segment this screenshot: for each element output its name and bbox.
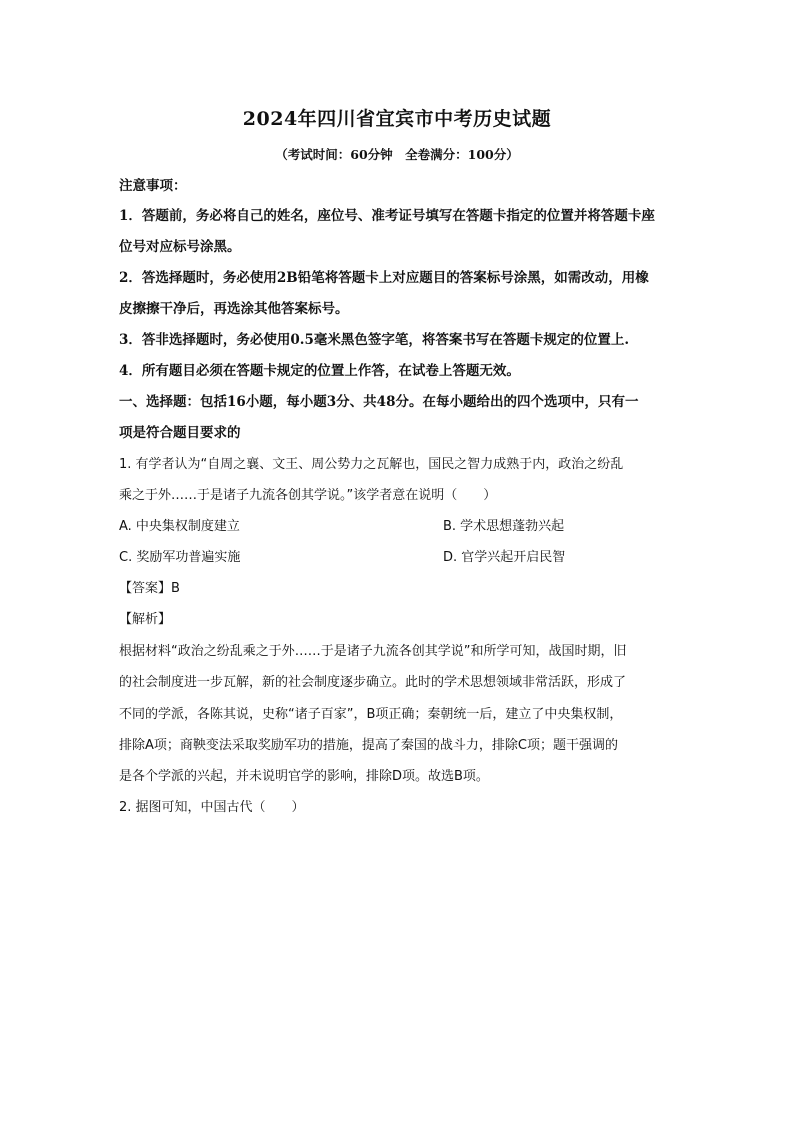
- question-1-option-c: C. 奖励军功普遍实施: [119, 550, 241, 565]
- notice-item-3: 3．答非选择题时，务必使用0.5毫米黑色签字笔，将答案书写在答题卡规定的位置上.: [119, 332, 630, 348]
- question-1-option-d: D. 官学兴起开启民智: [443, 550, 566, 565]
- notice-item-1b: 位号对应标号涂黑。: [119, 239, 241, 255]
- question-1-analysis-line1: 根据材料“政治之纷乱乘之于外……于是诸子九流各创其学说”和所学可知，战国时期，旧: [119, 644, 627, 659]
- question-1-option-b: B. 学术思想蓬勃兴起: [443, 519, 565, 534]
- notice-heading: 注意事项：: [119, 178, 187, 194]
- question-1-analysis-heading: 【解析】: [119, 612, 172, 627]
- question-1-analysis-line5: 是各个学派的兴起，并未说明官学的影响，排除D项。故选B项。: [119, 769, 489, 784]
- exam-info: （考试时间：60分钟 全卷满分：100分）: [275, 147, 519, 162]
- question-1-stem-line2: 乘之于外……于是诸子九流各创其学说。”该学者意在说明（ ）: [119, 488, 497, 503]
- notice-item-1a: 1．答题前，务必将自己的姓名，座位号、准考证号填写在答题卡指定的位置并将答题卡座: [119, 208, 655, 224]
- question-1-stem-line1: 1. 有学者认为“自周之襄、文王、周公势力之瓦解也，国民之智力成熟于内，政治之纷乱: [119, 457, 624, 472]
- page-title: 2024年四川省宜宾市中考历史试题: [242, 108, 552, 130]
- notice-item-4: 4．所有题目必须在答题卡规定的位置上作答，在试卷上答题无效。: [119, 363, 520, 379]
- notice-item-2b: 皮擦擦干净后，再选涂其他答案标号。: [119, 301, 349, 317]
- notice-item-2a: 2．答选择题时，务必使用2B铅笔将答题卡上对应题目的答案标号涂黑，如需改动，用橡: [119, 270, 649, 286]
- question-1-option-a: A. 中央集权制度建立: [119, 519, 240, 534]
- section-heading-line1: 一、选择题：包括16小题，每小题3分、共48分。在每小题给出的四个选项中，只有一: [119, 394, 639, 410]
- question-2-stem: 2. 据图可知，中国古代（ ）: [119, 800, 305, 815]
- section-heading-line2: 项是符合题目要求的: [119, 425, 241, 441]
- question-1-analysis-line2: 的社会制度进一步瓦解，新的社会制度逐步确立。此时的学术思想领域非常活跃，形成了: [119, 675, 627, 690]
- question-1-answer: 【答案】B: [119, 581, 180, 596]
- question-1-analysis-line3: 不同的学派，各陈其说，史称“诸子百家”，B项正确；秦朝统一后，建立了中央集权制，: [119, 707, 623, 722]
- question-1-analysis-line4: 排除A项；商鞅变法采取奖励军功的措施，提高了秦国的战斗力，排除C项；题干强调的: [119, 738, 618, 753]
